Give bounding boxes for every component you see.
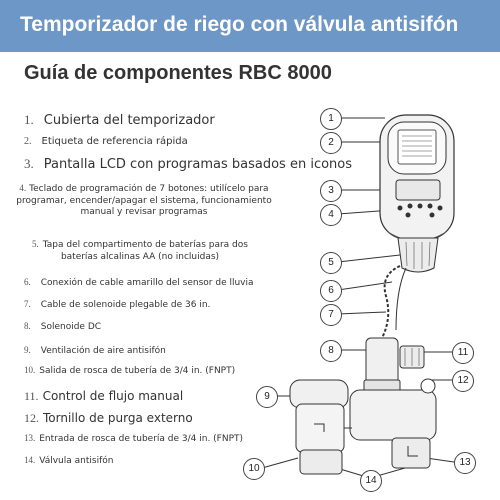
item-number: 4.: [19, 183, 27, 193]
item-number: 7.: [24, 299, 31, 309]
item-number: 11.: [24, 389, 39, 403]
item-label: Cubierta del temporizador: [43, 113, 215, 128]
marker-2: 2: [320, 132, 342, 154]
page-subtitle: Guía de componentes RBC 8000: [24, 62, 332, 84]
item-number: 13.: [24, 433, 36, 443]
sensor-wire: [396, 268, 406, 330]
anti-siphon-vent: [290, 380, 348, 452]
item-number: 14.: [24, 455, 36, 465]
marker-4: 4: [320, 204, 342, 226]
item-label: Control de flujo manual: [42, 389, 184, 403]
marker-5: 5: [320, 252, 342, 274]
item-number: 2.: [24, 136, 32, 147]
item-label: Solenoide DC: [40, 322, 102, 332]
inlet-fitting: [392, 438, 430, 468]
marker-9: 9: [256, 386, 278, 408]
timer-unit: [380, 115, 454, 241]
marker-13: 13: [454, 452, 476, 474]
item-number: 9.: [24, 345, 31, 355]
item-label: Pantalla LCD con programas basados en iconos: [43, 157, 353, 172]
marker-1: 1: [320, 108, 342, 130]
item-label: Tapa del compartimento de baterías para dos baterías alcalinas AA (no incluidas): [42, 240, 248, 262]
item-label: Teclado de programación de 7 botones: utilícelo para programar, encender/apagar el sistema, funcionamiento manual y revisar programas: [16, 184, 272, 218]
battery-cap: [398, 238, 438, 272]
item-number: 3.: [24, 156, 34, 171]
item-label: Etiqueta de referencia rápida: [41, 136, 188, 147]
item-number: 12.: [24, 411, 39, 425]
marker-8: 8: [320, 340, 342, 362]
item-label: Entrada de rosca de tubería de 3/4 in. (FNPT): [39, 434, 244, 444]
marker-11: 11: [452, 342, 474, 364]
outlet-fitting: [300, 450, 342, 474]
marker-7: 7: [320, 304, 342, 326]
marker-10: 10: [243, 458, 265, 480]
item-number: 6.: [24, 277, 31, 287]
marker-12: 12: [452, 370, 474, 392]
item-label: Ventilación de aire antisifón: [40, 346, 166, 356]
item-number: 8.: [24, 321, 31, 331]
item-number: 5.: [32, 239, 39, 249]
item-number: 10.: [24, 365, 36, 375]
item-label: Cable de solenoide plegable de 36 in.: [40, 300, 211, 310]
marker-14: 14: [360, 470, 382, 492]
item-label: Conexión de cable amarillo del sensor de lluvia: [40, 278, 254, 288]
item-label: Válvula antisifón: [39, 456, 114, 466]
marker-6: 6: [320, 280, 342, 302]
page-title: Temporizador de riego con válvula antisifón: [20, 13, 459, 36]
marker-3: 3: [320, 180, 342, 202]
item-label: Tornillo de purga externo: [43, 411, 193, 425]
item-label: Salida de rosca de tubería de 3/4 in. (FNPT): [39, 366, 236, 376]
item-number: 1.: [24, 112, 34, 127]
